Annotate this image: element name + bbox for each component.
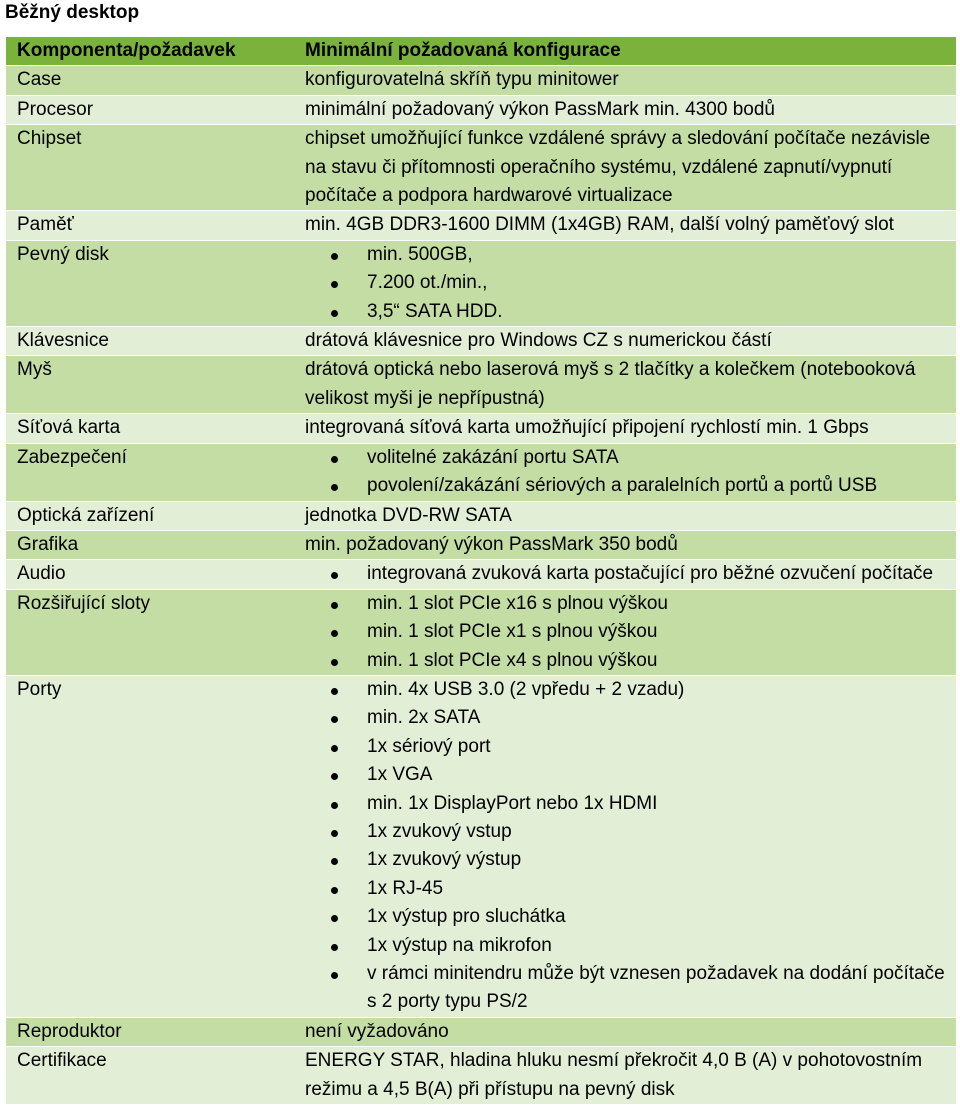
component-name: Reproduktor <box>6 1017 295 1046</box>
component-name: Procesor <box>6 95 295 124</box>
requirement-list <box>305 444 956 501</box>
table-row <box>6 414 956 443</box>
table-row <box>6 1047 956 1105</box>
list-item: 1x výstup pro sluchátka <box>367 903 956 931</box>
requirement-list <box>305 590 956 675</box>
list-item: 1x VGA <box>367 761 956 789</box>
list-item: min. 4x USB 3.0 (2 vpředu + 2 vzadu) <box>367 676 956 704</box>
list-item: 7.200 ot./min., <box>367 269 956 297</box>
requirement-cell: není vyžadováno <box>295 1017 956 1046</box>
table-row <box>6 95 956 124</box>
table-row <box>6 443 956 501</box>
list-item: min. 500GB, <box>367 241 956 269</box>
table-row <box>6 501 956 530</box>
list-item: min. 2x SATA <box>367 704 956 732</box>
list-item: min. 1 slot PCIe x16 s plnou výškou <box>367 590 956 618</box>
table-row <box>6 327 956 356</box>
requirement-cell <box>295 560 956 589</box>
list-item: povolení/zakázání sériových a paralelních portů a portů USB <box>367 472 956 500</box>
component-name: Myš <box>6 356 295 414</box>
document-title: Běžný desktop <box>5 2 140 23</box>
component-name: Zabezpečení <box>6 443 295 501</box>
table-row <box>6 560 956 589</box>
list-item: min. 1 slot PCIe x4 s plnou výškou <box>367 647 956 675</box>
header-cell-component: Komponenta/požadavek <box>6 37 295 66</box>
table-header-row <box>6 37 956 66</box>
list-item: 1x zvukový výstup <box>367 846 956 874</box>
requirement-list <box>305 676 956 1017</box>
table-row <box>6 66 956 95</box>
list-item: 3,5“ SATA HDD. <box>367 298 956 326</box>
component-name: Chipset <box>6 125 295 211</box>
requirement-cell: drátová optická nebo laserová myš s 2 tlačítky a kolečkem (notebooková velikost myši je nepřípustná) <box>295 356 956 414</box>
header-cell-configuration: Minimální požadovaná konfigurace <box>295 37 956 66</box>
requirement-cell: integrovaná síťová karta umožňující připojení rychlostí min. 1 Gbps <box>295 414 956 443</box>
table-row <box>6 240 956 326</box>
component-name: Optická zařízení <box>6 501 295 530</box>
table-row <box>6 356 956 414</box>
table-row <box>6 675 956 1017</box>
component-name: Porty <box>6 675 295 1017</box>
requirement-cell: min. 4GB DDR3-1600 DIMM (1x4GB) RAM, další volný paměťový slot <box>295 211 956 240</box>
list-item: 1x RJ-45 <box>367 875 956 903</box>
component-name: Grafika <box>6 530 295 559</box>
requirement-list <box>305 241 956 326</box>
requirement-cell: drátová klávesnice pro Windows CZ s numerickou částí <box>295 327 956 356</box>
requirement-cell <box>295 589 956 675</box>
requirement-cell: minimální požadovaný výkon PassMark min. 4300 bodů <box>295 95 956 124</box>
component-name: Síťová karta <box>6 414 295 443</box>
spec-table <box>6 37 956 1105</box>
list-item: min. 1 slot PCIe x1 s plnou výškou <box>367 618 956 646</box>
list-item: 1x zvukový vstup <box>367 818 956 846</box>
component-name: Certifikace <box>6 1047 295 1105</box>
list-item: volitelné zakázání portu SATA <box>367 444 956 472</box>
component-name: Pevný disk <box>6 240 295 326</box>
component-name: Paměť <box>6 211 295 240</box>
table-row <box>6 1017 956 1046</box>
requirement-cell: chipset umožňující funkce vzdálené správy a sledování počítače nezávisle na stavu či přítomnosti operačního systému, vzdálené zapnutí/vypnutí počítače a podpora hardwarové virtualizace <box>295 125 956 211</box>
list-item: v rámci minitendru může být vznesen požadavek na dodání počítače s 2 porty typu PS/2 <box>367 960 956 1017</box>
requirement-cell: min. požadovaný výkon PassMark 350 bodů <box>295 530 956 559</box>
component-name: Case <box>6 66 295 95</box>
component-name: Audio <box>6 560 295 589</box>
requirement-cell <box>295 240 956 326</box>
requirement-cell <box>295 443 956 501</box>
requirement-cell: konfigurovatelná skříň typu minitower <box>295 66 956 95</box>
component-name: Klávesnice <box>6 327 295 356</box>
component-name: Rozšiřující sloty <box>6 589 295 675</box>
requirement-cell: ENERGY STAR, hladina hluku nesmí překročit 4,0 B (A) v pohotovostním režimu a 4,5 B(A) při přístupu na pevný disk <box>295 1047 956 1105</box>
table-row <box>6 589 956 675</box>
table-row <box>6 125 956 211</box>
requirement-list <box>305 560 956 588</box>
table-row <box>6 530 956 559</box>
list-item: integrovaná zvuková karta postačující pro běžné ozvučení počítače <box>367 560 956 588</box>
requirement-cell <box>295 675 956 1017</box>
list-item: 1x výstup na mikrofon <box>367 932 956 960</box>
table-row <box>6 211 956 240</box>
list-item: min. 1x DisplayPort nebo 1x HDMI <box>367 790 956 818</box>
list-item: 1x sériový port <box>367 733 956 761</box>
requirement-cell: jednotka DVD-RW SATA <box>295 501 956 530</box>
